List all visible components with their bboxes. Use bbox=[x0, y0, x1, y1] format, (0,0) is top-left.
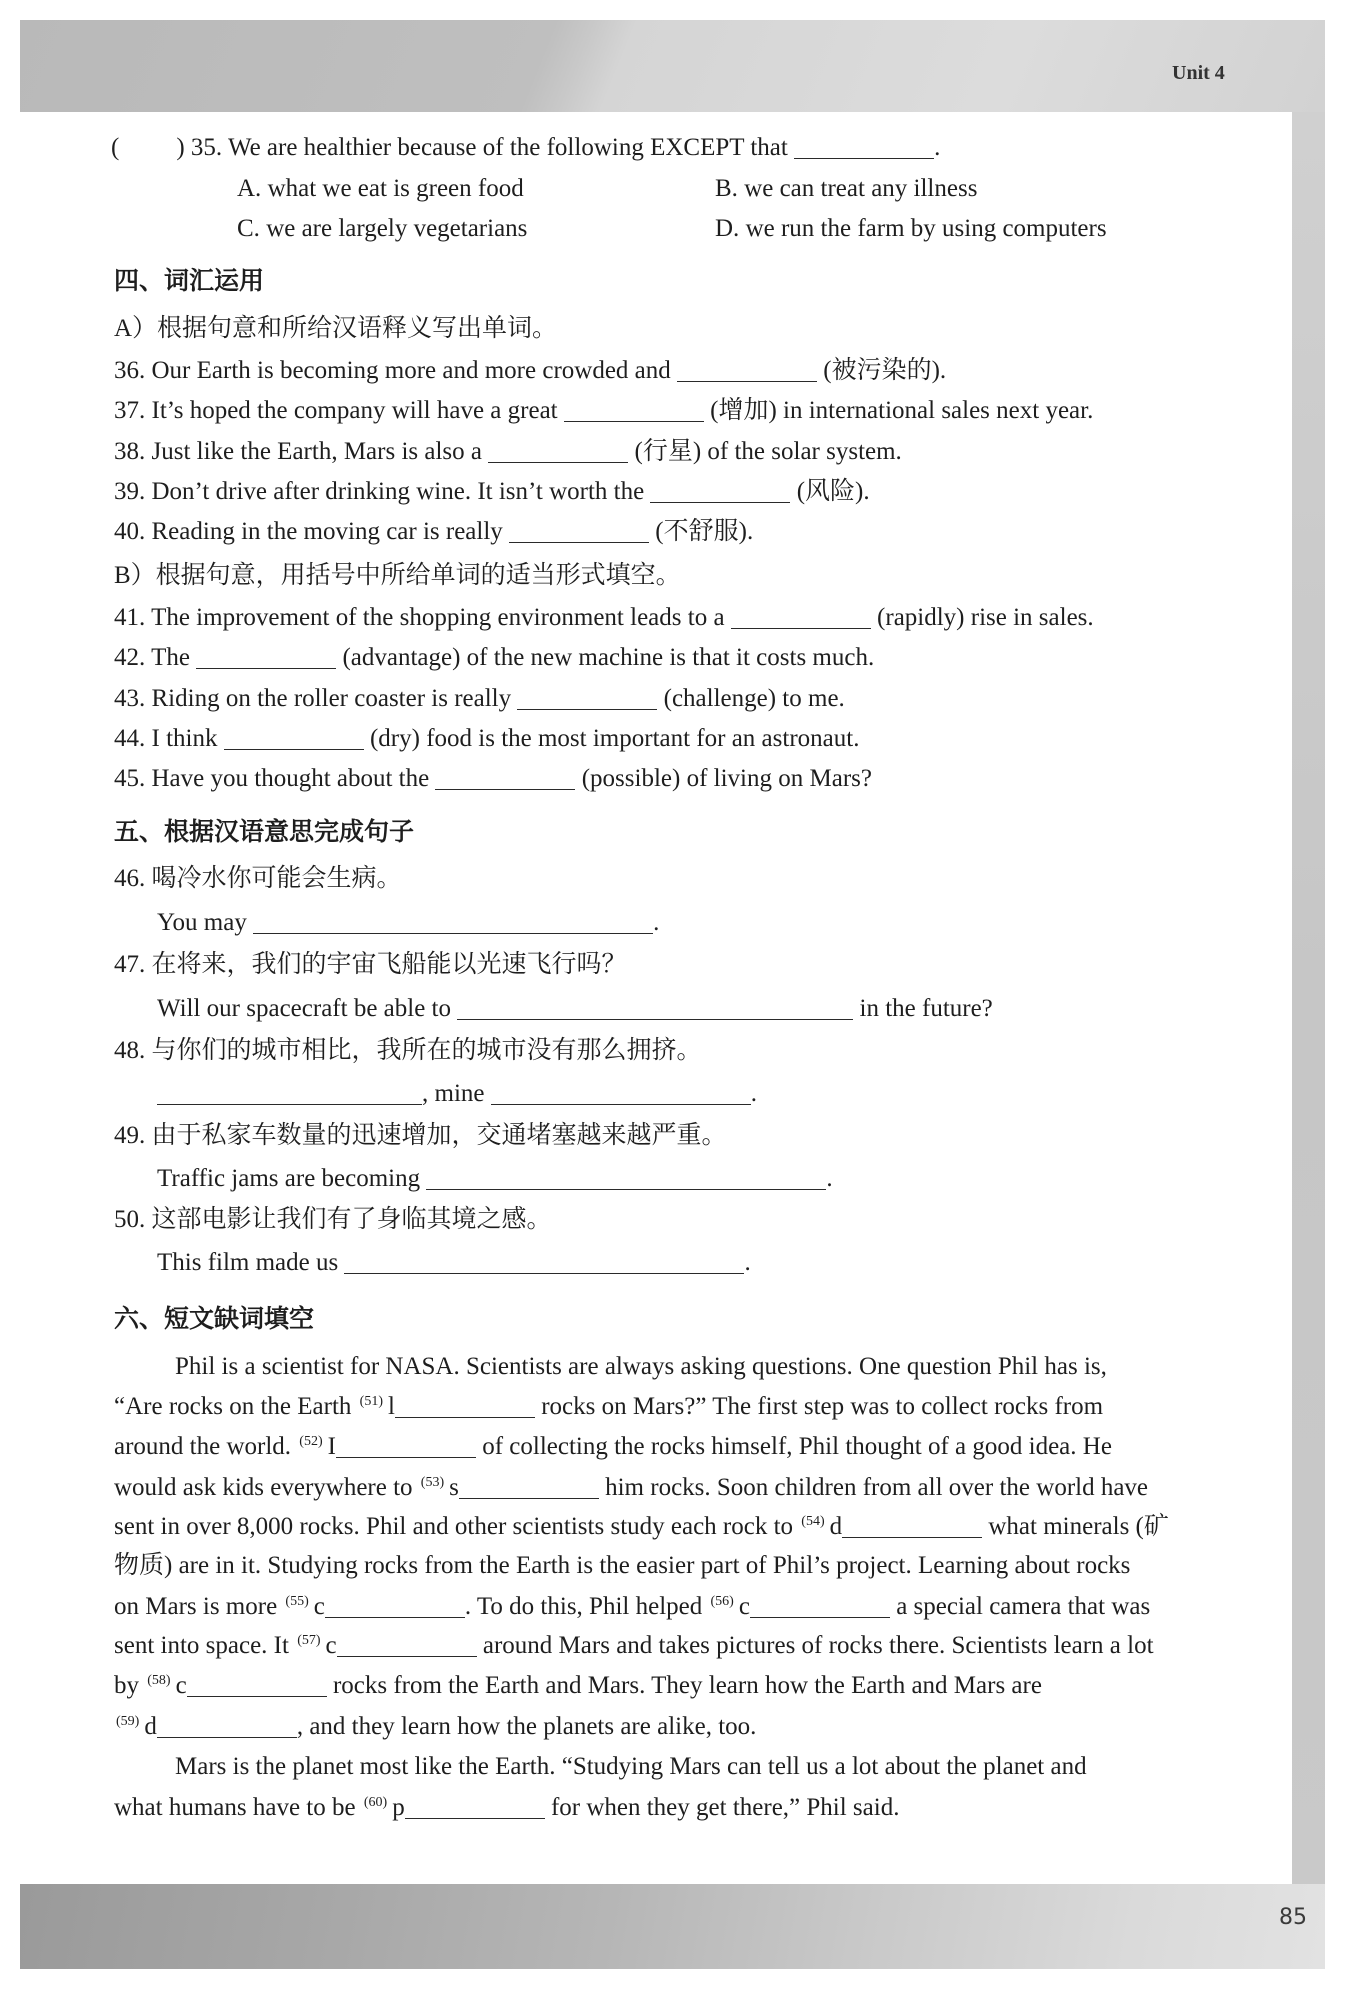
item-48-chinese bbox=[114, 1035, 702, 1067]
item-43 bbox=[114, 683, 845, 715]
cloze-line bbox=[114, 1711, 756, 1743]
english-middle: , mine bbox=[422, 1080, 485, 1107]
blank-initial-letter: I bbox=[327, 1433, 336, 1460]
item-text-before: Don’t drive after drinking wine. It isn’t worth the bbox=[151, 478, 645, 505]
cloze-line bbox=[114, 1550, 1130, 1582]
passage-text: on Mars is more bbox=[114, 1593, 278, 1620]
blank-number: (56) bbox=[710, 1594, 734, 1609]
item-text-before: The bbox=[151, 644, 190, 671]
item-text-before: The improvement of the shopping environment leads to a bbox=[151, 604, 725, 631]
item-text-before: It’s hoped the company will have a great bbox=[151, 397, 558, 424]
blank-number: (53) bbox=[420, 1475, 445, 1490]
chinese-sentence: 与你们的城市相比，我所在的城市没有那么拥挤。 bbox=[151, 1037, 702, 1064]
item-number: 39. bbox=[114, 478, 146, 505]
section-heading-vocab: 四、词汇运用 bbox=[114, 266, 265, 295]
cloze-line bbox=[114, 1431, 1112, 1463]
option-b bbox=[715, 173, 977, 205]
item-text-after: (增加) in international sales next year. bbox=[710, 397, 1094, 424]
item-text-before: Just like the Earth, Mars is also a bbox=[151, 438, 482, 465]
option-text: what we eat is green food bbox=[267, 175, 524, 202]
question-number: 35. bbox=[190, 134, 223, 161]
part-a-instruction: A）根据句意和所给汉语释义写出单词。 bbox=[114, 315, 558, 342]
item-41 bbox=[114, 602, 1094, 634]
blank-number: (58) bbox=[147, 1673, 171, 1688]
blank-initial-letter: s bbox=[449, 1474, 459, 1501]
blank-initial-letter: d bbox=[829, 1513, 843, 1540]
passage-text: 物质) are in it. Studying rocks from the Earth is the easier part of Phil’s project. Learning about rocks bbox=[114, 1552, 1131, 1579]
blank-number: (59) bbox=[116, 1714, 140, 1729]
chinese-sentence: 由于私家车数量的迅速增加，交通堵塞越来越严重。 bbox=[151, 1122, 727, 1149]
english-end: in the future? bbox=[859, 995, 993, 1022]
passage-text: for when they get there,” Phil said. bbox=[550, 1794, 900, 1821]
option-text: we run the farm by using computers bbox=[745, 215, 1107, 242]
passage-text: what humans have to be bbox=[114, 1794, 356, 1821]
page-number: 85 bbox=[1279, 1905, 1307, 1930]
passage-text: by bbox=[114, 1672, 139, 1699]
cloze-line bbox=[114, 1630, 1154, 1662]
answer-line bbox=[842, 1536, 982, 1538]
passage-text: around the world. bbox=[114, 1433, 292, 1460]
answer-line bbox=[395, 1416, 535, 1418]
option-text: we are largely vegetarians bbox=[266, 215, 528, 242]
english-end: . bbox=[826, 1165, 833, 1192]
answer-line bbox=[750, 1616, 890, 1618]
cloze-line bbox=[175, 1751, 1087, 1783]
unit-label: Unit 4 bbox=[1172, 62, 1225, 84]
cloze-line bbox=[114, 1792, 899, 1824]
question-35 bbox=[111, 132, 940, 164]
item-text-before: I think bbox=[151, 725, 218, 752]
passage-text: what minerals (矿 bbox=[988, 1513, 1169, 1540]
item-46-chinese bbox=[114, 863, 402, 895]
answer-line bbox=[488, 461, 628, 463]
item-number: 50. bbox=[114, 1206, 146, 1233]
answer-line bbox=[224, 748, 364, 750]
answer-line bbox=[253, 932, 653, 934]
item-number: 40. bbox=[114, 518, 146, 545]
item-text-after: (challenge) to me. bbox=[663, 685, 845, 712]
blank-initial-letter: p bbox=[392, 1794, 405, 1821]
passage-text: of collecting the rocks himself, Phil thought of a good idea. He bbox=[482, 1433, 1112, 1460]
item-text-after: (被污染的). bbox=[823, 357, 947, 384]
answer-bracket-close: ) bbox=[176, 134, 185, 161]
item-number: 37. bbox=[114, 397, 146, 424]
cloze-line bbox=[114, 1511, 1169, 1543]
passage-text: rocks on Mars?” The first step was to collect rocks from bbox=[541, 1393, 1104, 1420]
item-text-before: Our Earth is becoming more and more crowded and bbox=[151, 357, 671, 384]
cloze-line bbox=[114, 1391, 1103, 1423]
cloze-line bbox=[175, 1351, 1107, 1383]
item-48-english bbox=[157, 1078, 757, 1110]
chinese-sentence: 这部电影让我们有了身临其境之感。 bbox=[151, 1206, 552, 1233]
answer-line bbox=[677, 380, 817, 382]
english-end: . bbox=[653, 909, 660, 936]
passage-text: . To do this, Phil helped bbox=[464, 1593, 703, 1620]
item-number: 44. bbox=[114, 725, 146, 752]
passage-text: him rocks. Soon children from all over the world have bbox=[605, 1474, 1149, 1501]
answer-line bbox=[157, 1103, 422, 1105]
option-label: D. bbox=[715, 215, 740, 242]
item-number: 36. bbox=[114, 357, 146, 384]
passage-text: “Are rocks on the Earth bbox=[114, 1393, 352, 1420]
blank-number: (60) bbox=[363, 1795, 388, 1810]
item-text-after: (行星) of the solar system. bbox=[634, 438, 902, 465]
answer-line bbox=[564, 420, 704, 422]
item-47-chinese bbox=[114, 949, 627, 981]
item-number: 41. bbox=[114, 604, 146, 631]
item-40 bbox=[114, 516, 753, 548]
passage-text: sent in over 8,000 rocks. Phil and other scientists study each rock to bbox=[114, 1513, 794, 1540]
item-number: 47. bbox=[114, 951, 146, 978]
item-49-chinese bbox=[114, 1120, 727, 1152]
item-number: 45. bbox=[114, 765, 146, 792]
header-band bbox=[20, 20, 1325, 112]
passage-text: Mars is the planet most like the Earth. “Studying Mars can tell us a lot about the planet and bbox=[175, 1753, 1087, 1780]
item-number: 38. bbox=[114, 438, 146, 465]
item-39 bbox=[114, 476, 870, 508]
blank-initial-letter: c bbox=[313, 1593, 325, 1620]
option-c bbox=[237, 213, 527, 245]
chinese-sentence: 在将来，我们的宇宙飞船能以光速飞行吗？ bbox=[151, 951, 627, 978]
blank-number: (54) bbox=[801, 1514, 825, 1529]
blank-initial-letter: l bbox=[387, 1393, 395, 1420]
answer-line bbox=[187, 1695, 327, 1697]
item-text-before: Riding on the roller coaster is really bbox=[151, 685, 512, 712]
item-number: 49. bbox=[114, 1122, 146, 1149]
question-stem: We are healthier because of the following EXCEPT that bbox=[227, 134, 788, 161]
answer-line bbox=[794, 157, 934, 159]
answer-line bbox=[336, 1456, 476, 1458]
blank-initial-letter: c bbox=[738, 1593, 750, 1620]
answer-line bbox=[457, 1018, 853, 1020]
item-36 bbox=[114, 355, 946, 387]
footer-band bbox=[20, 1884, 1325, 1969]
section-heading-translation: 五、根据汉语意思完成句子 bbox=[114, 817, 415, 846]
answer-line bbox=[426, 1188, 826, 1190]
option-label: B. bbox=[715, 175, 738, 202]
english-end: . bbox=[750, 1080, 757, 1107]
blank-number: (52) bbox=[299, 1434, 323, 1449]
passage-text: around Mars and takes pictures of rocks there. Scientists learn a lot bbox=[482, 1632, 1154, 1659]
passage-text: sent into space. It bbox=[114, 1632, 289, 1659]
item-50-chinese bbox=[114, 1204, 552, 1236]
item-text-after: (rapidly) rise in sales. bbox=[877, 604, 1094, 631]
blank-number: (55) bbox=[285, 1594, 309, 1609]
english-end: . bbox=[744, 1249, 751, 1276]
item-number: 46. bbox=[114, 865, 146, 892]
answer-line bbox=[344, 1272, 744, 1274]
blank-initial-letter: d bbox=[144, 1713, 157, 1740]
item-46-english bbox=[157, 907, 659, 939]
answer-line bbox=[325, 1616, 465, 1618]
item-text-after: (风险). bbox=[796, 478, 870, 505]
item-50-english bbox=[157, 1247, 751, 1279]
english-start: Traffic jams are becoming bbox=[157, 1165, 421, 1192]
item-text-after: (不舒服). bbox=[655, 518, 754, 545]
answer-line bbox=[731, 627, 871, 629]
option-label: A. bbox=[237, 175, 262, 202]
answer-line bbox=[196, 667, 336, 669]
item-number: 43. bbox=[114, 685, 146, 712]
cloze-line bbox=[114, 1472, 1148, 1504]
item-47-english bbox=[157, 993, 993, 1025]
passage-text: would ask kids everywhere to bbox=[114, 1474, 413, 1501]
item-text-after: (possible) of living on Mars? bbox=[581, 765, 872, 792]
item-number: 48. bbox=[114, 1037, 146, 1064]
option-label: C. bbox=[237, 215, 260, 242]
english-start: This film made us bbox=[157, 1249, 339, 1276]
passage-text: rocks from the Earth and Mars. They learn how the Earth and Mars are bbox=[332, 1672, 1042, 1699]
english-start: Will our spacecraft be able to bbox=[157, 995, 451, 1022]
item-45 bbox=[114, 763, 872, 795]
blank-number: (51) bbox=[359, 1394, 383, 1409]
item-text-after: (advantage) of the new machine is that it costs much. bbox=[342, 644, 875, 671]
passage-text: , and they learn how the planets are alike, too. bbox=[296, 1713, 757, 1740]
section-heading-cloze: 六、短文缺词填空 bbox=[114, 1304, 315, 1333]
cloze-line bbox=[114, 1670, 1042, 1702]
option-a bbox=[237, 173, 524, 205]
cloze-line bbox=[114, 1591, 1150, 1623]
blank-initial-letter: c bbox=[325, 1632, 337, 1659]
passage-text: a special camera that was bbox=[896, 1593, 1151, 1620]
passage-text: Phil is a scientist for NASA. Scientists are always asking questions. One question Phil has is, bbox=[175, 1353, 1107, 1380]
chinese-sentence: 喝冷水你可能会生病。 bbox=[151, 865, 402, 892]
answer-line bbox=[517, 708, 657, 710]
item-38 bbox=[114, 436, 902, 468]
item-49-english bbox=[157, 1163, 833, 1195]
item-text-after: (dry) food is the most important for an astronaut. bbox=[369, 725, 860, 752]
answer-line bbox=[435, 788, 575, 790]
english-start: You may bbox=[157, 909, 247, 936]
item-37 bbox=[114, 395, 1093, 427]
answer-line bbox=[459, 1497, 599, 1499]
answer-line bbox=[337, 1655, 477, 1657]
item-number: 42. bbox=[114, 644, 146, 671]
question-end-punctuation: . bbox=[934, 134, 941, 161]
answer-bracket-open: ( bbox=[111, 134, 120, 161]
blank-initial-letter: c bbox=[175, 1672, 187, 1699]
option-d bbox=[715, 213, 1107, 245]
item-text-before: Reading in the moving car is really bbox=[151, 518, 503, 545]
item-42 bbox=[114, 642, 874, 674]
item-text-before: Have you thought about the bbox=[151, 765, 430, 792]
answer-line bbox=[491, 1103, 751, 1105]
answer-line bbox=[157, 1736, 297, 1738]
item-44 bbox=[114, 723, 859, 755]
answer-line bbox=[509, 541, 649, 543]
part-b-instruction: B）根据句意，用括号中所给单词的适当形式填空。 bbox=[114, 562, 681, 589]
option-text: we can treat any illness bbox=[744, 175, 978, 202]
answer-line bbox=[650, 501, 790, 503]
blank-number: (57) bbox=[297, 1633, 321, 1648]
right-margin-strip bbox=[1292, 112, 1325, 1884]
answer-line bbox=[405, 1817, 545, 1819]
